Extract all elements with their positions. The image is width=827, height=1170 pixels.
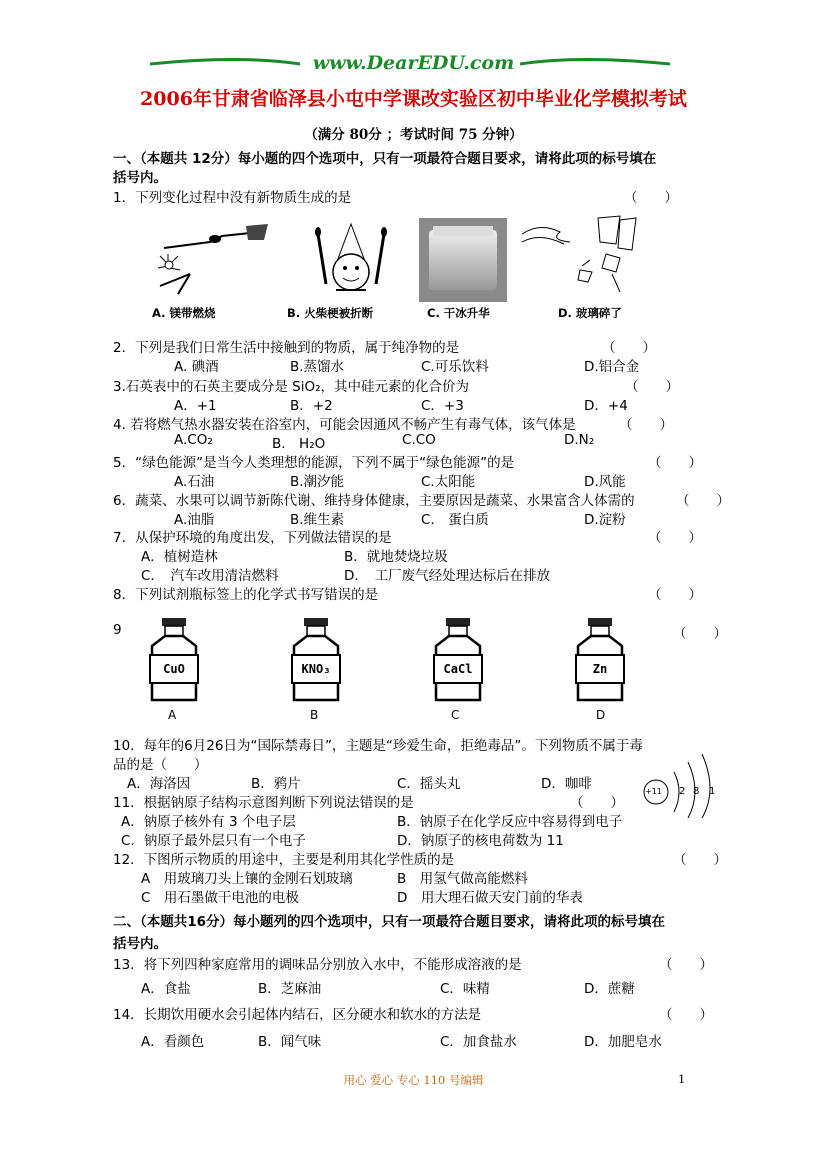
question-6-option-d[interactable]: D.淀粉 bbox=[584, 512, 626, 528]
question-3-option-a[interactable]: A．+1 bbox=[174, 398, 217, 414]
question-13-option-d[interactable]: D．蔗糖 bbox=[584, 981, 635, 997]
question-14-option-a[interactable]: A．看颜色 bbox=[141, 1034, 205, 1050]
question-6-option-c[interactable]: C. 蛋白质 bbox=[421, 512, 489, 528]
bottle-b-formula: KNO₃ bbox=[301, 662, 331, 676]
sodium-nucleus-charge: +11 bbox=[645, 787, 662, 796]
question-5-option-c[interactable]: C.太阳能 bbox=[421, 474, 476, 490]
question-6-stem: 6．蔬菜、水果可以调节新陈代谢、维持身体健康，主要原因是蔬菜、水果富含人体需的 bbox=[113, 493, 635, 509]
question-3-option-d[interactable]: D．+4 bbox=[584, 398, 628, 414]
section1-heading-cont: 括号内。 bbox=[113, 170, 167, 186]
question-14-option-c[interactable]: C．加食盐水 bbox=[440, 1034, 517, 1050]
question-4-answer-blank[interactable]: （ ） bbox=[619, 417, 673, 433]
section1-heading: 一、（本题共 12分）每小题的四个选项中，只有一项最符合题目要求，请将此项的标号填在 bbox=[113, 151, 657, 167]
question-4-option-a[interactable]: A.CO₂ bbox=[174, 432, 213, 448]
question-5-answer-blank[interactable]: （ ） bbox=[648, 455, 702, 471]
question-2-option-d[interactable]: D.铝合金 bbox=[584, 359, 640, 375]
question-2-option-c[interactable]: C.可乐饮料 bbox=[421, 359, 489, 375]
question-7-answer-blank[interactable]: （ ） bbox=[648, 530, 702, 546]
question-7-option-b[interactable]: B．就地焚烧垃圾 bbox=[344, 549, 448, 565]
question-9-answer-blank[interactable]: （ ） bbox=[673, 626, 727, 642]
question-13-answer-blank[interactable]: （ ） bbox=[659, 957, 713, 973]
question-7-option-c[interactable]: C． 汽车改用清洁燃料 bbox=[141, 568, 279, 584]
question-3-answer-blank[interactable]: （ ） bbox=[625, 379, 679, 395]
question-2-answer-blank[interactable]: （ ） bbox=[602, 340, 656, 356]
bottle-d-formula: Zn bbox=[592, 662, 608, 676]
question-1-caption-a: A. 镁带燃烧 bbox=[152, 306, 216, 320]
question-9-number: 9 bbox=[113, 622, 122, 638]
question-11-answer-blank[interactable]: （ ） bbox=[570, 795, 624, 811]
dry-ice-sublimation-photo bbox=[419, 218, 507, 302]
bottle-c-label bbox=[433, 654, 483, 684]
question-7-stem: 7．从保护环境的角度出发，下列做法错误的是 bbox=[113, 530, 392, 546]
question-13-option-a[interactable]: A．食盐 bbox=[141, 981, 191, 997]
question-9-letter-d[interactable]: D bbox=[596, 708, 606, 722]
question-14-answer-blank[interactable]: （ ） bbox=[659, 1007, 713, 1023]
question-10-option-d[interactable]: D．咖啡 bbox=[541, 776, 592, 792]
section2-heading: 二、（本题共16分）每小题列的四个选项中，只有一项最符合题目要求，请将此项的标号填在 bbox=[113, 914, 666, 930]
question-1-caption-b: B. 火柴梗被折断 bbox=[287, 306, 374, 320]
question-8-stem: 8．下列试剂瓶标签上的化学式书写错误的是 bbox=[113, 587, 379, 603]
question-9-letter-b[interactable]: B bbox=[310, 708, 319, 722]
question-11-option-b[interactable]: B．钠原子在化学反应中容易得到电子 bbox=[397, 814, 623, 830]
question-13-stem: 13．将下列四种家庭常用的调味品分别放入水中，不能形成溶液的是 bbox=[113, 957, 522, 973]
question-4-option-c[interactable]: C.CO bbox=[402, 432, 436, 448]
question-4-option-d[interactable]: D.N₂ bbox=[564, 432, 595, 448]
question-11-option-a[interactable]: A．钠原子核外有 3 个电子层 bbox=[121, 814, 296, 830]
question-12-answer-blank[interactable]: （ ） bbox=[673, 852, 727, 868]
question-10-stem: 10．每年的6月26日为“国际禁毒日”，主题是“珍爱生命，拒绝毒品”。下列物质不属于毒 bbox=[113, 738, 643, 754]
question-4-stem: 4. 若将燃气热水器安装在浴室内，可能会因通风不畅产生有毒气体，该气体是 bbox=[113, 417, 576, 433]
question-7-option-a[interactable]: A．植树造林 bbox=[141, 549, 218, 565]
glass-breaking-illustration bbox=[520, 214, 640, 302]
question-14-option-d[interactable]: D．加肥皂水 bbox=[584, 1034, 662, 1050]
question-10-option-c[interactable]: C．摇头丸 bbox=[397, 776, 461, 792]
question-5-option-d[interactable]: D.风能 bbox=[584, 474, 626, 490]
question-1-caption-c: C. 干冰升华 bbox=[427, 306, 490, 320]
bottle-a-formula: CuO bbox=[163, 662, 185, 676]
site-header-text: www.DearEDU.com bbox=[312, 52, 515, 74]
question-9-letter-c[interactable]: C bbox=[451, 708, 460, 722]
question-8-answer-blank[interactable]: （ ） bbox=[648, 587, 702, 603]
question-9-letter-a[interactable]: A bbox=[168, 708, 177, 722]
bottle-c-formula: CaCl bbox=[443, 662, 473, 676]
sodium-atom-diagram bbox=[640, 752, 720, 818]
question-10-option-b[interactable]: B．鸦片 bbox=[251, 776, 301, 792]
question-3-stem: 3.石英表中的石英主要成分是 SiO₂，其中硅元素的化合价为 bbox=[113, 379, 470, 395]
question-1-caption-d: D. 玻璃碎了 bbox=[558, 306, 622, 320]
page-number: 1 bbox=[678, 1072, 686, 1086]
question-12-option-a[interactable]: A 用玻璃刀头上镶的金刚石划玻璃 bbox=[141, 871, 353, 887]
question-10-option-a[interactable]: A．海洛因 bbox=[127, 776, 191, 792]
question-6-option-a[interactable]: A.油脂 bbox=[174, 512, 215, 528]
question-7-option-d[interactable]: D． 工厂废气经处理达标后在排放 bbox=[344, 568, 551, 584]
bottle-b-label bbox=[291, 654, 341, 684]
question-2-option-a[interactable]: A. 碘酒 bbox=[174, 359, 219, 375]
question-13-option-c[interactable]: C．味精 bbox=[440, 981, 490, 997]
section2-heading-cont: 括号内。 bbox=[113, 936, 167, 952]
question-5-option-b[interactable]: B.潮汐能 bbox=[290, 474, 345, 490]
exam-subtitle: （满分 80分 ；考试时间 75 分钟） bbox=[304, 127, 523, 143]
exam-title: 2006年甘肃省临泽县小屯中学课改实验区初中毕业化学模拟考试 bbox=[140, 88, 687, 110]
question-11-stem: 11．根据钠原子结构示意图判断下列说法错误的是 bbox=[113, 795, 414, 811]
sodium-shell-2-count: 8 bbox=[693, 786, 700, 797]
question-5-option-a[interactable]: A.石油 bbox=[174, 474, 215, 490]
question-4-option-b[interactable]: B. H₂O bbox=[272, 436, 326, 452]
magnesium-burning-illustration bbox=[150, 214, 270, 302]
question-12-option-d[interactable]: D 用大理石做天安门前的华表 bbox=[397, 890, 583, 906]
question-14-option-b[interactable]: B．闻气味 bbox=[258, 1034, 322, 1050]
question-12-option-c[interactable]: C 用石墨做干电池的电极 bbox=[141, 890, 299, 906]
matchstick-breaking-illustration bbox=[296, 214, 406, 302]
question-12-stem: 12．下图所示物质的用途中，主要是利用其化学性质的是 bbox=[113, 852, 455, 868]
question-1-stem: 1．下列变化过程中没有新物质生成的是 bbox=[113, 190, 352, 206]
question-14-stem: 14．长期饮用硬水会引起体内结石，区分硬水和软水的方法是 bbox=[113, 1007, 482, 1023]
question-5-stem: 5．“绿色能源”是当今人类理想的能源，下列不属于“绿色能源”的是 bbox=[113, 455, 515, 471]
bottle-d-label bbox=[575, 654, 625, 684]
question-3-option-b[interactable]: B．+2 bbox=[290, 398, 333, 414]
question-12-option-b[interactable]: B 用氢气做高能燃料 bbox=[397, 871, 528, 887]
question-13-option-b[interactable]: B．芝麻油 bbox=[258, 981, 322, 997]
bottle-a-label bbox=[149, 654, 199, 684]
question-11-option-c[interactable]: C．钠原子最外层只有一个电子 bbox=[121, 833, 306, 849]
question-2-option-b[interactable]: B.蒸馏水 bbox=[290, 359, 345, 375]
question-2-stem: 2．下列是我们日常生活中接触到的物质，属于纯净物的是 bbox=[113, 340, 460, 356]
question-11-option-d[interactable]: D．钠原子的核电荷数为 11 bbox=[397, 833, 564, 849]
sodium-shell-3-count: 1 bbox=[709, 786, 716, 797]
footer-editor-note: 用心 爱心 专心 110 号编辑 bbox=[343, 1073, 484, 1087]
question-10-stem-cont: 品的是（ ） bbox=[113, 757, 208, 773]
question-1-answer-blank[interactable]: （ ） bbox=[624, 190, 678, 206]
sodium-shell-1-count: 2 bbox=[679, 786, 686, 797]
question-6-answer-blank[interactable]: （ ） bbox=[676, 493, 730, 509]
question-3-option-c[interactable]: C．+3 bbox=[421, 398, 464, 414]
question-6-option-b[interactable]: B.维生素 bbox=[290, 512, 345, 528]
